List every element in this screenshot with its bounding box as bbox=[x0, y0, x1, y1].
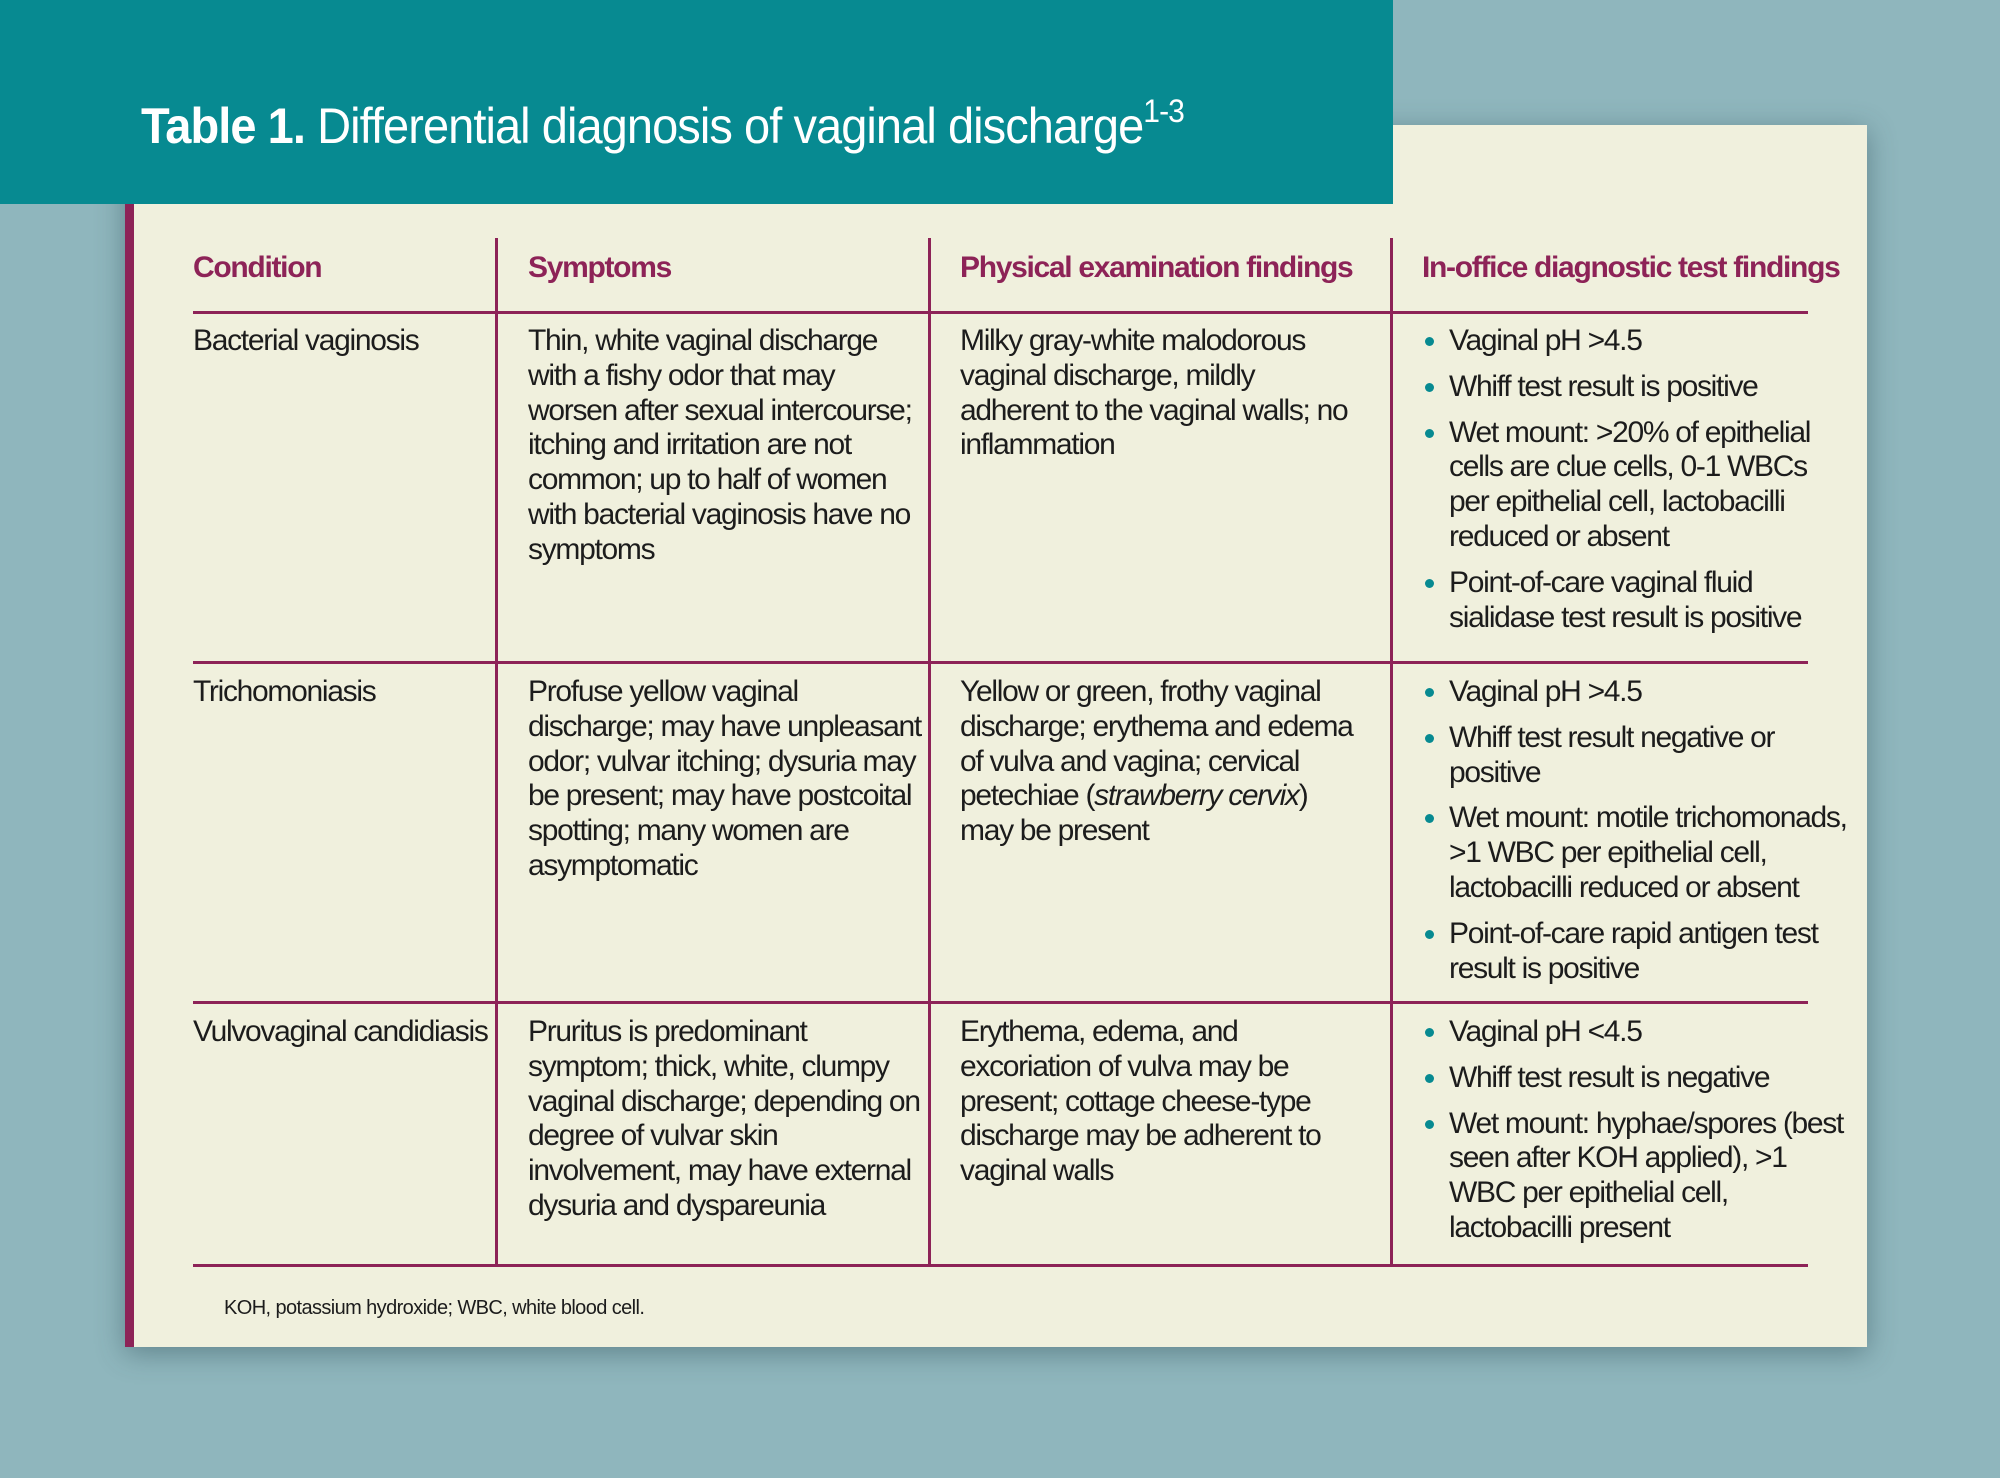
symptoms-cell: Profuse yellow vaginal discharge; may have unpleasant odor; vulvar itching; dysuria may be present; may have postcoital spotting; many women are asymptomatic bbox=[528, 675, 921, 882]
physical-italic-term: strawberry cervix bbox=[1094, 779, 1299, 813]
column-divider bbox=[495, 238, 498, 1266]
condition-cell: Bacterial vaginosis bbox=[193, 324, 419, 357]
test-finding-item: Point-of-care vaginal fluid sialidase test result is positive bbox=[1422, 566, 1852, 636]
test-finding-item: Vaginal pH >4.5 bbox=[1422, 675, 1852, 710]
test-finding-item: Wet mount: >20% of epithelial cells are clue cells, 0-1 WBCs per epithelial cell, lactobacilli reduced or absent bbox=[1422, 416, 1852, 555]
row-divider bbox=[193, 1001, 1808, 1004]
condition-cell: Trichomoniasis bbox=[193, 675, 376, 708]
test-finding-item: Whiff test result is positive bbox=[1422, 370, 1852, 405]
table-title bbox=[141, 93, 1184, 156]
table-footnote: KOH, potassium hydroxide; WBC, white blood cell. bbox=[224, 1297, 645, 1319]
title-citation: 1-3 bbox=[1143, 93, 1184, 129]
test-finding-item: Wet mount: hyphae/spores (best seen after KOH applied), >1 WBC per epithelial cell, lactobacilli present bbox=[1422, 1107, 1852, 1246]
table-number: Table 1. bbox=[141, 98, 306, 154]
table-title-text: Differential diagnosis of vaginal discharge bbox=[317, 98, 1144, 154]
card-accent-edge bbox=[125, 204, 134, 1347]
header-rule bbox=[193, 311, 1808, 314]
row-divider bbox=[193, 661, 1808, 664]
column-divider bbox=[1390, 238, 1393, 1266]
test-finding-item: Point-of-care rapid antigen test result is positive bbox=[1422, 917, 1852, 987]
test-finding-item: Vaginal pH <4.5 bbox=[1422, 1015, 1852, 1050]
test-findings-list bbox=[1422, 675, 1852, 997]
physical-text: ) may be present bbox=[960, 779, 1308, 848]
physical-text: Yellow or green, frothy vaginal discharge; erythema and edema of vulva and vagina; cervical petechiae ( bbox=[960, 675, 1353, 813]
symptoms-cell: Thin, white vaginal discharge with a fishy odor that may worsen after sexual intercourse; itching and irritation are not common; up to half of women with bacterial vaginosis have no symptoms bbox=[528, 324, 912, 566]
test-findings-list bbox=[1422, 324, 1852, 646]
column-header-tests: In-office diagnostic test findings bbox=[1422, 251, 1840, 284]
condition-cell: Vulvovaginal candidiasis bbox=[193, 1015, 488, 1048]
column-header-symptoms: Symptoms bbox=[528, 251, 671, 284]
column-header-physical: Physical examination findings bbox=[960, 251, 1353, 284]
physical-findings-cell: Milky gray-white malodorous vaginal discharge, mildly adherent to the vaginal walls; no inflammation bbox=[960, 324, 1348, 462]
test-finding-item: Wet mount: motile trichomonads, >1 WBC per epithelial cell, lactobacilli reduced or absent bbox=[1422, 801, 1852, 905]
symptoms-cell: Pruritus is predominant symptom; thick, white, clumpy vaginal discharge; depending on degree of vulvar skin involvement, may have external dysuria and dyspareunia bbox=[528, 1015, 920, 1222]
test-finding-item: Whiff test result negative or positive bbox=[1422, 721, 1852, 791]
physical-findings-cell: Erythema, edema, and excoriation of vulva may be present; cottage cheese-type discharge may be adherent to vaginal walls bbox=[960, 1015, 1321, 1188]
column-header-condition: Condition bbox=[193, 251, 322, 284]
test-finding-item: Vaginal pH >4.5 bbox=[1422, 324, 1852, 359]
test-findings-list bbox=[1422, 1015, 1852, 1257]
physical-findings-cell bbox=[960, 675, 1360, 849]
column-divider bbox=[928, 238, 931, 1266]
table-bottom-rule bbox=[193, 1264, 1808, 1267]
test-finding-item: Whiff test result is negative bbox=[1422, 1061, 1852, 1096]
